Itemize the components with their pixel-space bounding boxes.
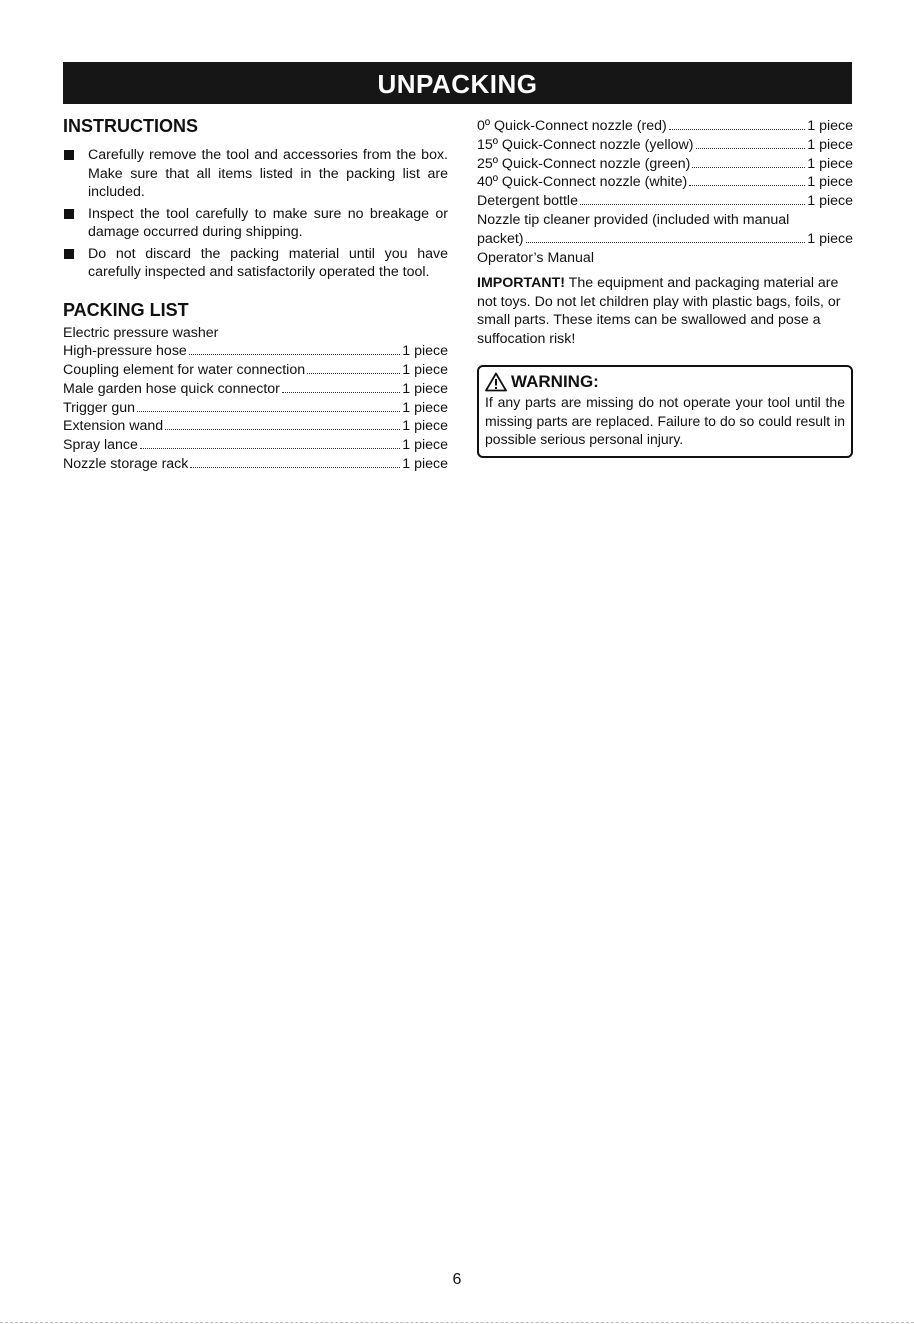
instructions-list [63, 146, 448, 282]
bullet-square-icon [64, 150, 74, 160]
important-text: The equipment and packaging material are not toys. Do not let children play with plastic bags, foils, or small parts. These items can be swallowed and pose a suffocation risk! [477, 275, 841, 347]
packing-item: 0º Quick-Connect nozzle (red) 1 piece [477, 118, 853, 134]
packing-item: Nozzle storage rack 1 piece [63, 456, 448, 473]
packing-item: Spray lance 1 piece [63, 437, 448, 454]
packing-item: Detergent bottle 1 piece [477, 193, 853, 210]
packing-item: Electric pressure washer [63, 324, 219, 341]
packing-item: Trigger gun 1 piece [63, 399, 448, 416]
warning-text: If any parts are missing do not operate your tool until the missing parts are replaced. Failure to do so could result in possible serious personal injury. [485, 394, 845, 448]
page-banner: UNPACKING [63, 62, 852, 104]
packing-list-left [63, 324, 448, 474]
bullet-square-icon [64, 249, 74, 259]
packing-item: Male garden hose quick connector 1 piece [63, 380, 448, 397]
warning-box [477, 365, 853, 458]
packing-item: 40º Quick-Connect nozzle (white) 1 piece [477, 174, 853, 191]
instruction-item: Carefully remove the tool and accessories from the box. Make sure that all items listed in the packing list are included. [63, 146, 448, 202]
page-number: 6 [452, 1271, 462, 1288]
packing-item: 15º Quick-Connect nozzle (yellow) 1 piece [477, 136, 853, 153]
bullet-square-icon [64, 209, 74, 219]
instructions-title: INSTRUCTIONS [63, 116, 198, 136]
warning-title-row [485, 371, 845, 393]
packing-item: packet) 1 piece [477, 230, 853, 247]
left-column [63, 115, 448, 474]
packing-list-title: PACKING LIST [63, 299, 189, 320]
packing-item: Extension wand 1 piece [63, 418, 448, 435]
important-note [477, 274, 853, 348]
packing-list-right [477, 117, 853, 267]
packing-item: Nozzle tip cleaner provided (included with manual [477, 211, 790, 228]
packing-item: High-pressure hose 1 piece [63, 343, 448, 360]
important-label: IMPORTANT! [477, 275, 565, 292]
bottom-rule [0, 1322, 914, 1323]
warning-title: WARNING: [511, 372, 599, 392]
instruction-item: Inspect the tool carefully to make sure no breakage or damage occurred during shipping. [63, 205, 448, 242]
instruction-item: Do not discard the packing material until you have carefully inspected and satisfactorily operated the tool. [63, 245, 448, 282]
right-column [477, 117, 853, 458]
packing-item: 25º Quick-Connect nozzle (green) 1 piece [477, 155, 853, 172]
packing-item: Operator’s Manual [477, 249, 594, 266]
packing-item: Coupling element for water connection 1 piece [63, 362, 448, 379]
warning-triangle-icon [485, 372, 507, 392]
